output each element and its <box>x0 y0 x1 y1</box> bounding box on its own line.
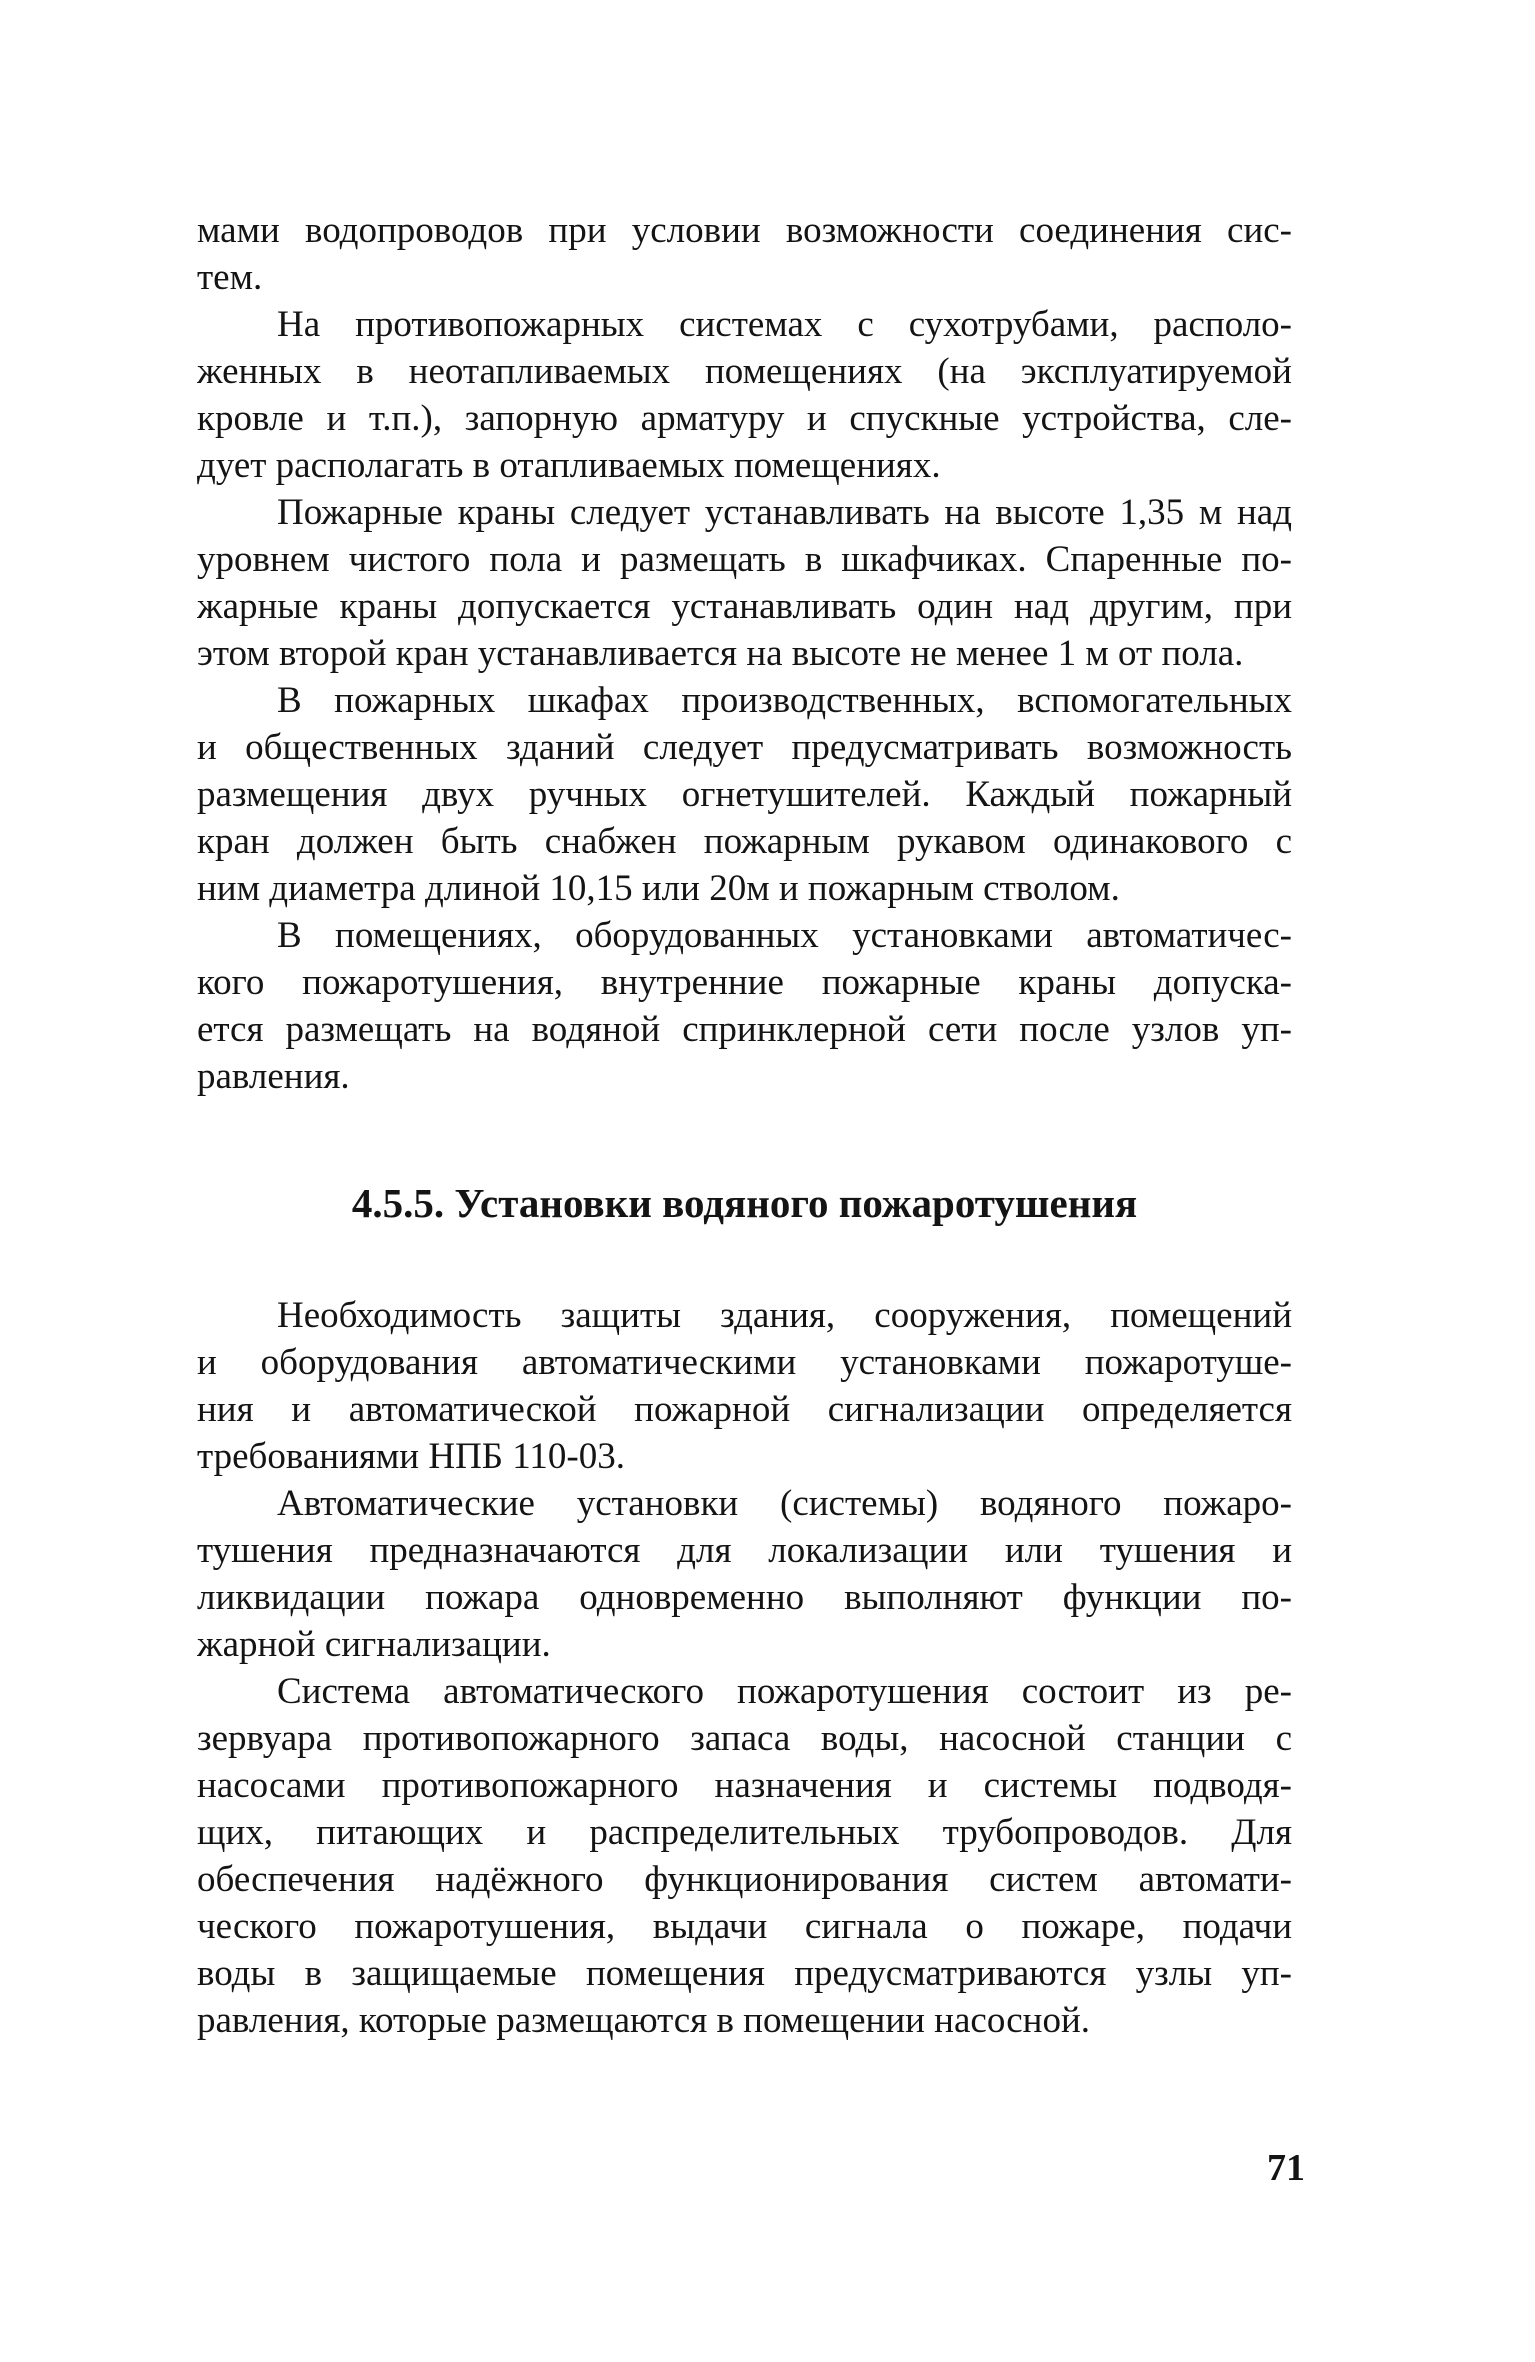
text-line: тушения предназначаются для локализации или тушения и <box>197 1530 1292 1571</box>
text-line: насосами противопожарного назначения и системы подводя- <box>197 1765 1292 1806</box>
text-line: Пожарные краны следует устанавливать на высоте 1,35 м над <box>277 492 1292 533</box>
text-line: воды в защищаемые помещения предусматриваются узлы уп- <box>197 1953 1292 1994</box>
top-paragraph <box>197 207 1292 301</box>
text-line: Необходимость защиты здания, сооружения, помещений <box>277 1295 1292 1336</box>
text-line: мами водопроводов при условии возможности соединения сис- <box>197 210 1292 251</box>
text-line: Система автоматического пожаротушения состоит из ре- <box>277 1671 1292 1712</box>
text-line: ния и автоматической пожарной сигнализации определяется <box>197 1389 1292 1430</box>
text-line: женных в неотапливаемых помещениях (на эксплуатируемой <box>197 351 1292 392</box>
text-line: тем. <box>197 257 263 298</box>
text-line: жарной сигнализации. <box>197 1624 551 1665</box>
bottom-text-block <box>197 1292 1292 2044</box>
section-heading: 4.5.5. Установки водяного пожаротушения <box>351 1180 1138 1226</box>
text-line: ним диаметра длиной 10,15 или 20м и пожарным стволом. <box>197 868 1120 909</box>
bottom-paragraph <box>197 1480 1292 1668</box>
text-line: равления. <box>197 1056 350 1097</box>
text-line: уровнем чистого пола и размещать в шкафчиках. Спаренные по- <box>197 539 1292 580</box>
top-paragraph <box>197 489 1292 677</box>
text-line: Автоматические установки (системы) водяного пожаро- <box>277 1483 1292 1524</box>
text-line: и оборудования автоматическими установками пожаротуше- <box>197 1342 1292 1383</box>
text-line: зервуара противопожарного запаса воды, насосной станции с <box>197 1718 1292 1759</box>
text-line: обеспечения надёжного функционирования систем автомати- <box>197 1859 1292 1900</box>
text-line: кого пожаротушения, внутренние пожарные краны допуска- <box>197 962 1292 1003</box>
text-line: кровле и т.п.), запорную арматуру и спускные устройства, сле- <box>197 398 1292 439</box>
top-paragraph <box>197 677 1292 912</box>
text-line: жарные краны допускается устанавливать один над другим, при <box>197 586 1292 627</box>
bottom-paragraph <box>197 1292 1292 1480</box>
text-line: ется размещать на водяной спринклерной сети после узлов уп- <box>197 1009 1292 1050</box>
text-line: щих, питающих и распределительных трубопроводов. Для <box>197 1812 1292 1853</box>
text-line: В помещениях, оборудованных установками автоматичес- <box>277 915 1292 956</box>
text-line: ликвидации пожара одновременно выполняют функции по- <box>197 1577 1292 1618</box>
text-line: На противопожарных системах с сухотрубами, располо- <box>277 304 1292 345</box>
text-line: размещения двух ручных огнетушителей. Каждый пожарный <box>197 774 1292 815</box>
text-line: требованиями НПБ 110-03. <box>197 1436 625 1477</box>
top-paragraph <box>197 301 1292 489</box>
top-text-block <box>197 207 1292 1100</box>
text-line: и общественных зданий следует предусматривать возможность <box>197 727 1292 768</box>
text-line: ческого пожаротушения, выдачи сигнала о пожаре, подачи <box>197 1906 1292 1947</box>
bottom-paragraph <box>197 1668 1292 2044</box>
text-line: В пожарных шкафах производственных, вспомогательных <box>277 680 1292 721</box>
text-line: равления, которые размещаются в помещении насосной. <box>197 2000 1091 2041</box>
top-paragraph <box>197 912 1292 1100</box>
page-number: 71 <box>1267 2147 1305 2189</box>
text-line: дует располагать в отапливаемых помещениях. <box>197 445 941 486</box>
text-line: кран должен быть снабжен пожарным рукавом одинакового с <box>197 821 1292 862</box>
text-line: этом второй кран устанавливается на высоте не менее 1 м от пола. <box>197 633 1244 674</box>
